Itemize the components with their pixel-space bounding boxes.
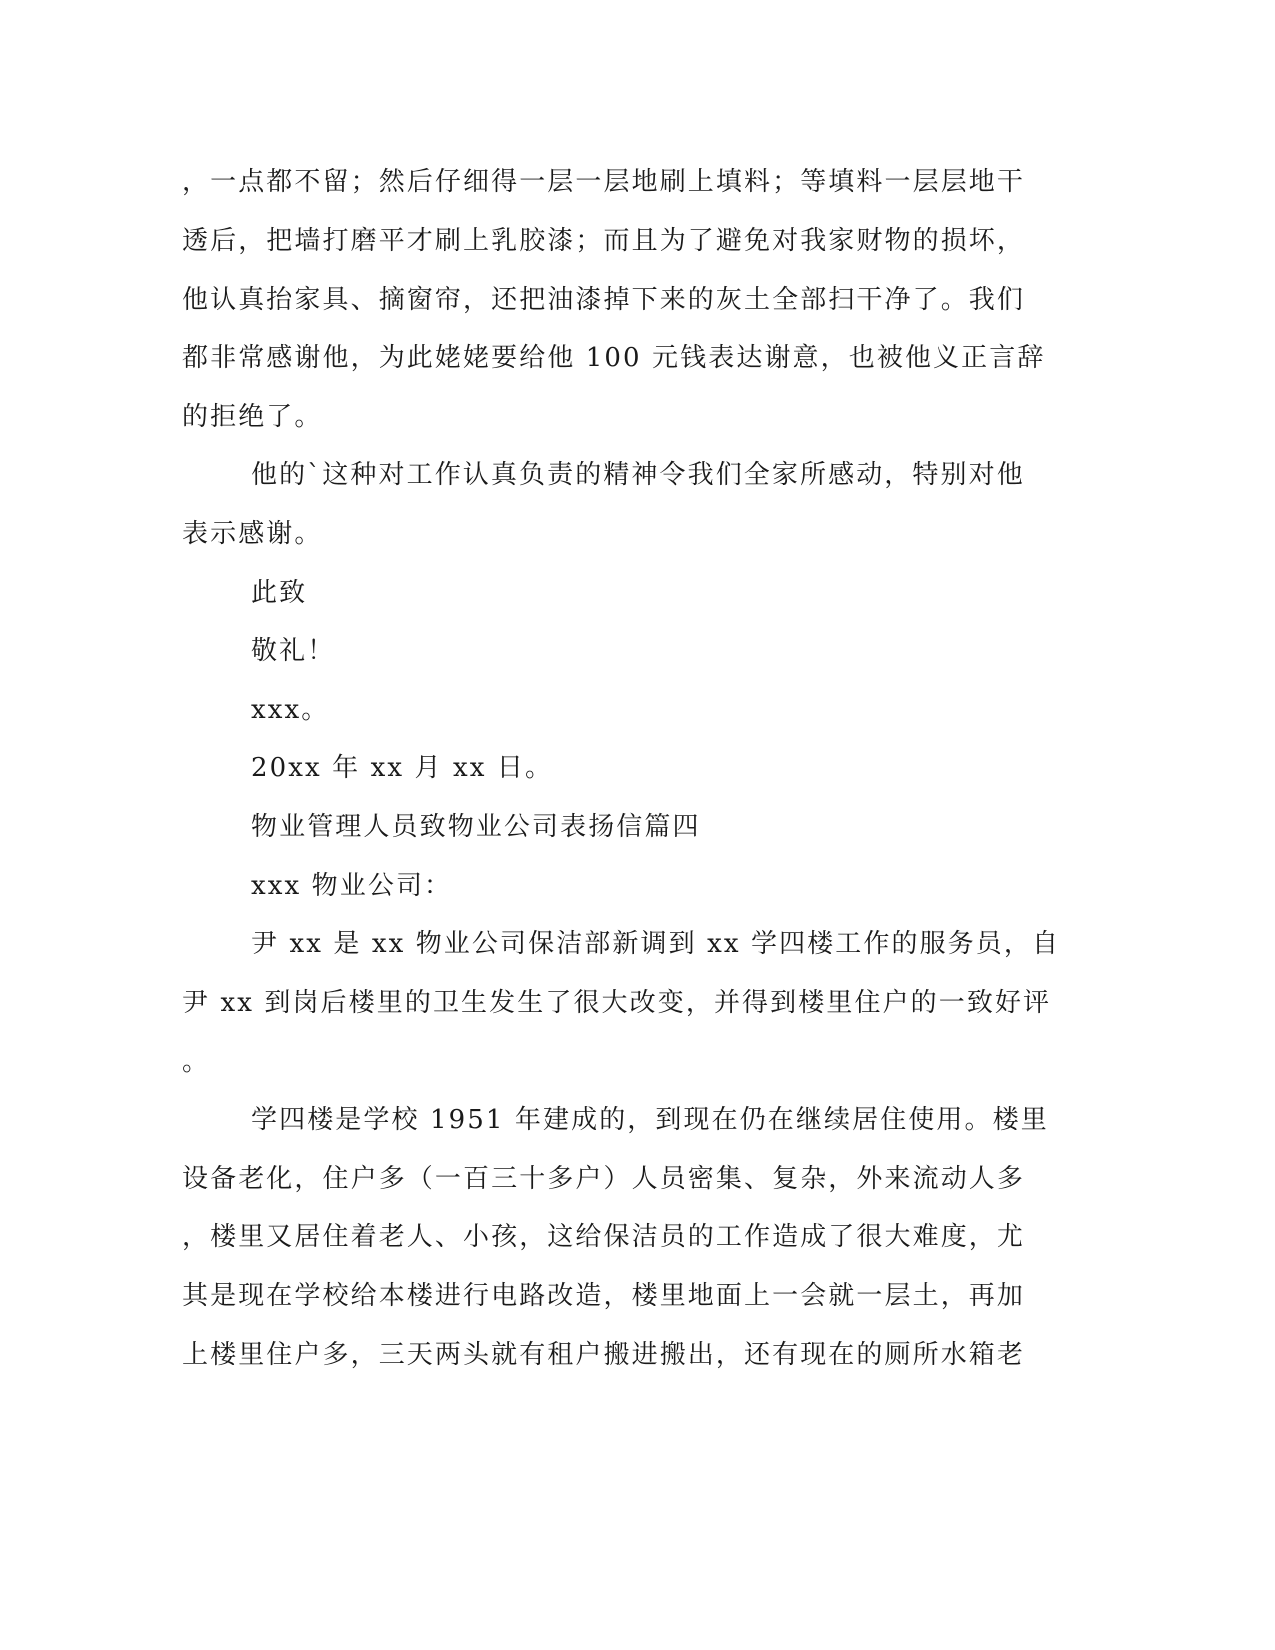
- closing: 敬礼！: [251, 636, 336, 666]
- text-line: ，一点都不留；然后仔细得一层一层地刷上填料；等填料一层层地干: [182, 167, 1026, 197]
- salutation: 此致: [251, 578, 308, 608]
- text-line: 的拒绝了。: [182, 402, 323, 432]
- text-line: 设备老化，住户多（一百三十多户）人员密集、复杂，外来流动人多: [182, 1164, 1026, 1194]
- text-line: 学四楼是学校 1951 年建成的，到现在仍在继续居住使用。楼里: [251, 1105, 1049, 1135]
- text-line: 他认真抬家具、摘窗帘，还把油漆掉下来的灰土全部扫干净了。我们: [182, 285, 1026, 315]
- signature-name: xxx。: [251, 695, 330, 725]
- text-line: 表示感谢。: [182, 519, 323, 549]
- text-line: 。: [182, 1047, 211, 1077]
- text-line: 尹 xx 到岗后楼里的卫生发生了很大改变，并得到楼里住户的一致好评: [182, 988, 1052, 1018]
- text-line: 他的`这种对工作认真负责的精神令我们全家所感动，特别对他: [251, 460, 1025, 490]
- text-line: 透后，把墙打磨平才刷上乳胶漆；而且为了避免对我家财物的损坏，: [182, 226, 1026, 256]
- section-title: 物业管理人员致物业公司表扬信篇四: [251, 812, 701, 842]
- date-line: 20xx 年 xx 月 xx 日。: [251, 753, 554, 783]
- recipient: xxx 物业公司：: [251, 871, 453, 901]
- text-line: 上楼里住户多，三天两头就有租户搬进搬出，还有现在的厕所水箱老: [182, 1340, 1026, 1370]
- text-line: 尹 xx 是 xx 物业公司保洁部新调到 xx 学四楼工作的服务员，自: [251, 929, 1061, 959]
- text-line: ，楼里又居住着老人、小孩，这给保洁员的工作造成了很大难度，尤: [182, 1222, 1026, 1252]
- text-line: 都非常感谢他，为此姥姥要给他 100 元钱表达谢意，也被他义正言辞: [182, 343, 1046, 373]
- text-line: 其是现在学校给本楼进行电路改造，楼里地面上一会就一层土，再加: [182, 1281, 1026, 1311]
